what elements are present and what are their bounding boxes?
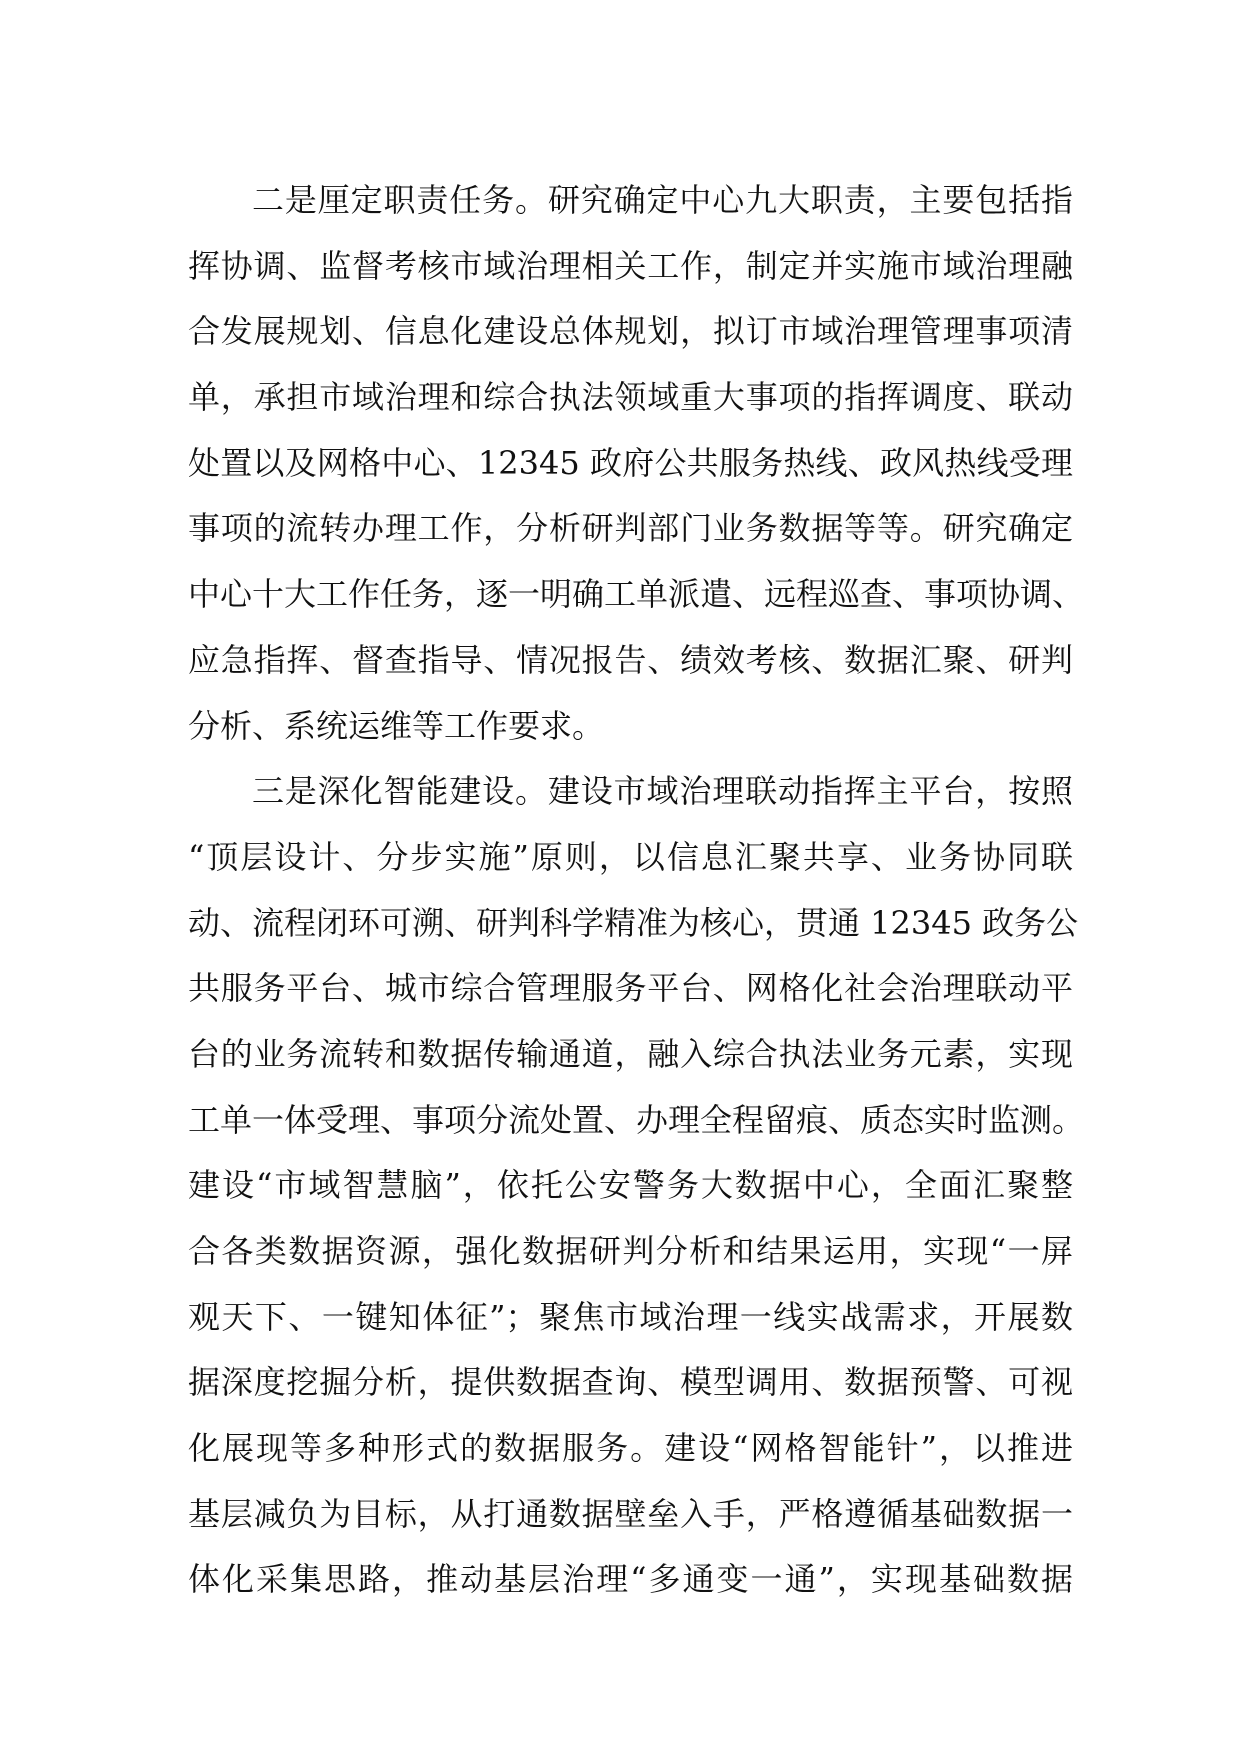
text-line: “顶层设计、分步实施”原则，以信息汇聚共享、业务协同联 — [188, 837, 1073, 876]
text-line: 工单一体受理、事项分流处置、办理全程留痕、质态实时监测。 — [188, 1100, 1085, 1139]
text-line: 合发展规划、信息化建设总体规划，拟订市域治理管理事项清 — [188, 312, 1073, 351]
text-line: 台的业务流转和数据传输通道，融入综合执法业务元素，实现 — [188, 1034, 1073, 1073]
text-line: 体化采集思路，推动基层治理“多通变一通”，实现基础数据 — [188, 1560, 1073, 1599]
text-line: 处置以及网格中心、12345 政府公共服务热线、政风热线受理 — [188, 443, 1073, 482]
text-line: 挥协调、监督考核市域治理相关工作，制定并实施市域治理融 — [188, 246, 1073, 285]
text-line: 应急指挥、督查指导、情况报告、绩效考核、数据汇聚、研判 — [188, 640, 1073, 679]
text-line: 动、流程闭环可溯、研判科学精准为核心，贯通 12345 政务公 — [188, 903, 1079, 942]
text-line: 化展现等多种形式的数据服务。建设“网格智能针”，以推进 — [188, 1429, 1073, 1468]
text-line: 三是深化智能建设。建设市域治理联动指挥主平台，按照 — [252, 772, 1073, 811]
text-line: 中心十大工作任务，逐一明确工单派遣、远程巡查、事项协调、 — [188, 575, 1085, 614]
text-line: 单，承担市域治理和综合执法领域重大事项的指挥调度、联动 — [188, 378, 1073, 417]
text-line: 建设“市域智慧脑”，依托公安警务大数据中心，全面汇聚整 — [188, 1166, 1073, 1205]
text-line: 据深度挖掘分析，提供数据查询、模型调用、数据预警、可视 — [188, 1363, 1073, 1402]
text-line: 事项的流转办理工作，分析研判部门业务数据等等。研究确定 — [188, 509, 1073, 548]
text-line: 分析、系统运维等工作要求。 — [188, 706, 605, 745]
text-line: 共服务平台、城市综合管理服务平台、网格化社会治理联动平 — [188, 969, 1073, 1008]
text-line: 观天下、一键知体征”；聚焦市域治理一线实战需求，开展数 — [188, 1297, 1073, 1336]
document-body — [188, 168, 1085, 1613]
paragraph-duties — [188, 168, 1085, 759]
text-line: 基层减负为目标，从打通数据壁垒入手，严格遵循基础数据一 — [188, 1494, 1073, 1533]
text-line: 二是厘定职责任务。研究确定中心九大职责，主要包括指 — [252, 181, 1073, 219]
paragraph-smart-construction — [188, 759, 1085, 1613]
text-line: 合各类数据资源，强化数据研判分析和结果运用，实现“一屏 — [188, 1232, 1073, 1270]
